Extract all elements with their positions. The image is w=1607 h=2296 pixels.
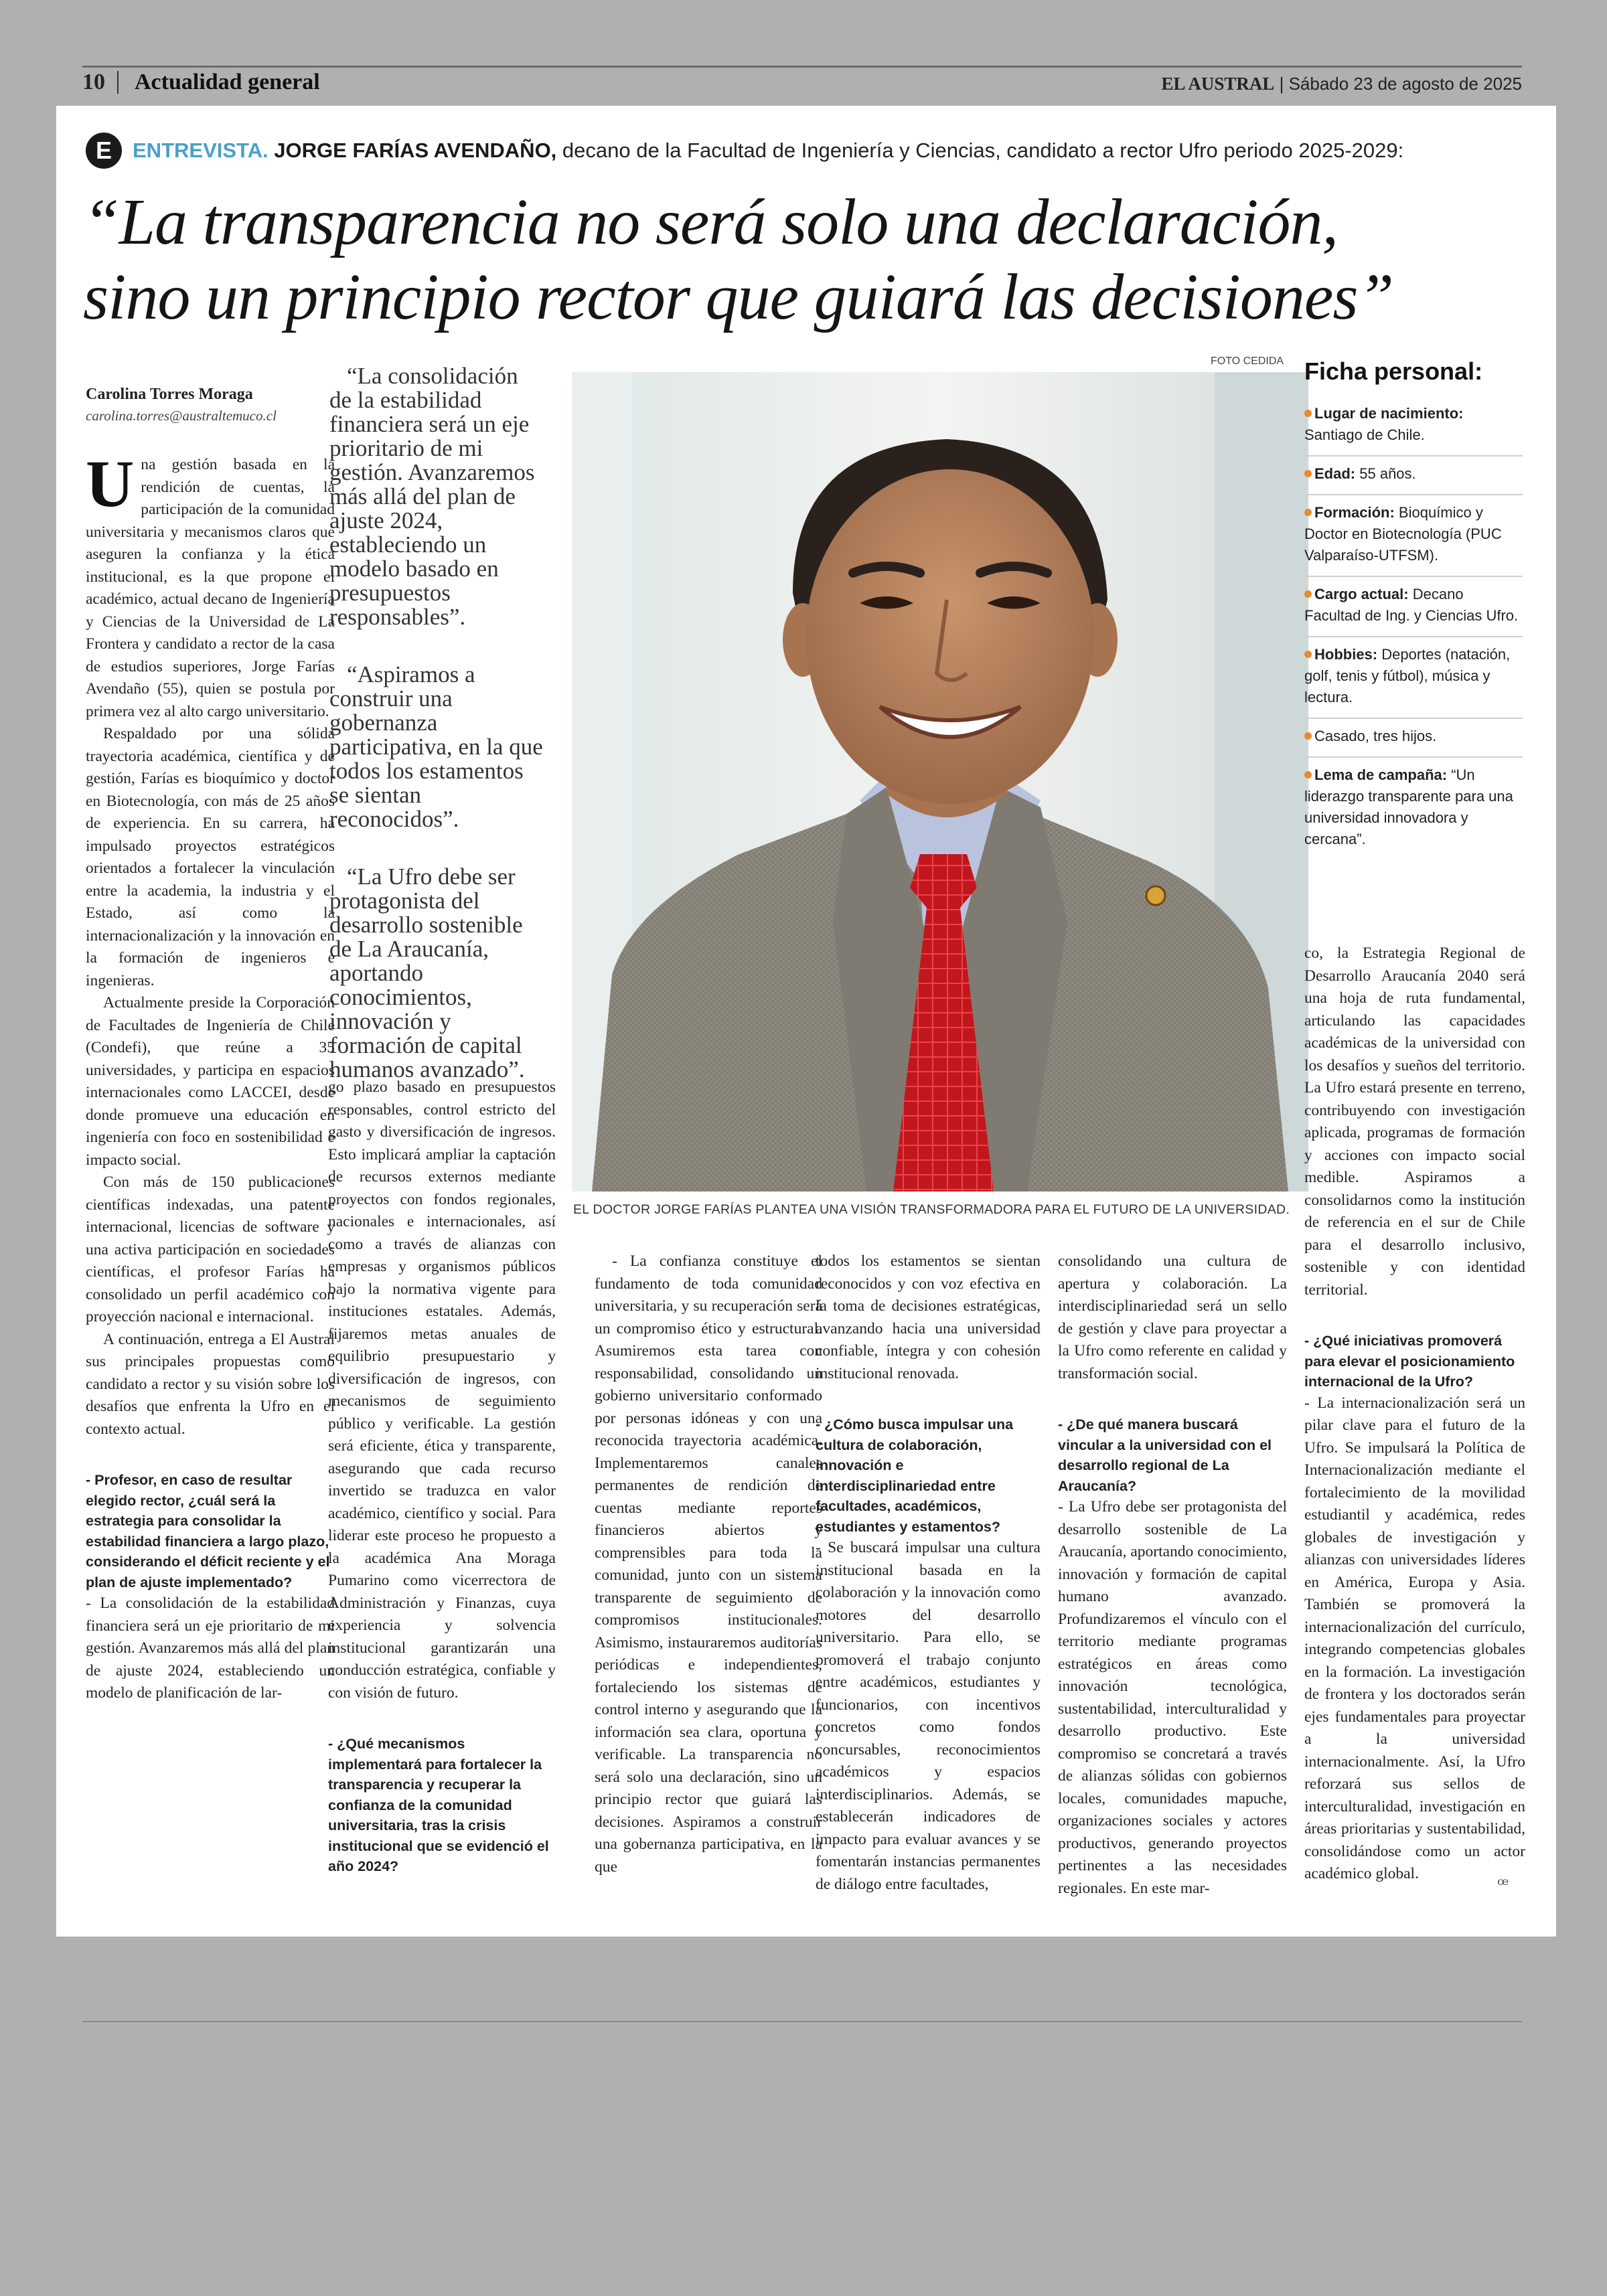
header-divider [117,71,119,94]
headline-line-2: sino un principio rector que guiará las decisiones” [83,261,1393,333]
bullet-icon [1304,732,1312,740]
issue-date: Sábado 23 de agosto de 2025 [1288,74,1522,94]
interview-answer: todos los estamentos se sientan reconocidos y con voz efectiva en la toma de decisiones estratégicas, avanzando hacia una universidad confiable, íntegra y con cohesión institucional renovada. [816,1252,1041,1382]
bullet-icon [1304,470,1312,477]
interview-question: - ¿Qué iniciativas promoverá para elevar el posicionamiento internacional de la Ufro? [1304,1333,1515,1390]
pull-quote: “Aspiramos a construir una gobernanza participativa, en la que todos los estamentos se sientan reconocidos”. [329,661,543,832]
interview-answer: - La Ufro debe ser protagonista del desarrollo sostenible de La Araucanía, aportando conocimiento, innovación y formación de capital humano avanzado. Profundizaremos el vínculo con el territorio mediante programas estratégicos en áreas como innovación tecnológica, sustentabilidad, interculturalidad y desarrollo productivo. Este compromiso se concretará a través de alianzas sólidas con gobiernos locales, comunidades mapuche, organizaciones sociales y actores productivos, generando proyectos pertinentes a las necesidades regionales. En este mar- [1058,1498,1287,1897]
pull-quote: “La Ufro debe ser protagonista del desarrollo sostenible de La Araucanía, aportando conocimientos, innovación y formación de capital humanos avanzado”. [329,864,525,1082]
profile-item: Lugar de nacimiento: Santiago de Chile. [1304,396,1523,457]
interview-answer: - La confianza constituye el fundamento de toda comunidad universitaria, y su recuperación será un compromiso ético y estructural. Asumiremos esta tarea con responsabilidad, consolidando un gobierno universitario conformado por personas idóneas y con una reconocida trayectoria académica. Implementaremos canales permanentes de rendición de cuentas mediante reportes financieros abiertos y comprensibles para toda la comunidad, junto con un sistema transparente de seguimiento de compromisos institucionales. Asimismo, instauraremos auditorías periódicas e independientes, fortaleciendo los sistemas de control interno y asegurando que la información sea clara, oportuna y verificable. La transparencia no será solo una declaración, sino un principio rector que guiará las decisiones. Aspiramos a construir una gobernanza participativa, en la que [595,1252,822,1876]
paragraph: Respaldado por una sólida trayectoria académica, científica y de gestión, Farías es bioquímico y doctor en Biotecnología, con más de 25 años de experiencia. En su carrera, ha impulsado proyectos estratégicos orientados a fortalecer la vinculación entre la academia, la industria y el Estado, así como la internacionalización y la innovación en la formación de ingenieros e ingenieras. [86,725,335,989]
interview-question: - Profesor, en caso de resultar elegido rector, ¿cuál será la estrategia para consolidar la estabilidad financiera a largo plazo, considerando el déficit reciente y el plan de ajuste implementado? [86,1472,330,1590]
interview-question: - ¿Cómo busca impulsar una cultura de colaboración, innovación e interdisciplinariedad entre facultades, académicos, estudiantes y estamentos? [816,1416,1014,1535]
profile-title: Ficha personal: [1304,357,1483,385]
page-header [82,70,1522,98]
profile-item: Hobbies: Deportes (natación, golf, tenis y fútbol), música y lectura. [1304,637,1523,719]
headline [83,185,1556,335]
paragraph: Con más de 150 publicaciones científicas indexadas, una patente internacional, licencias de software y una activa participación en sociedades científicas, el profesor Farías ha consolidado un perfil académico con proyección nacional e internacional. [86,1173,335,1325]
byline [86,386,277,424]
profile-item: Formación: Bioquímico y Doctor en Biotecnología (PUC Valparaíso-UTFSM). [1304,495,1523,577]
profile-item: Casado, tres hijos. [1304,719,1523,758]
paragraph: A continuación, entrega a El Austral sus principales propuestas como candidato a rector y su visión sobre los desafíos que enfrenta la Ufro en el contexto actual. [86,1330,335,1438]
interview-answer: consolidando una cultura de apertura y colaboración. La interdisciplinariedad será un sello de gestión y clave para proyectar a la Ufro como referente en calidad y transformación social. [1058,1252,1287,1382]
photo-credit: FOTO CEDIDA [1211,355,1284,367]
personal-profile-box [1304,357,1523,859]
pull-quotes [329,364,544,1115]
body-column-1 [86,446,335,1705]
kicker-description: decano de la Facultad de Ingeniería y Ciencias, candidato a rector Ufro periodo 2025-2029: [562,139,1404,162]
bullet-icon [1304,509,1312,516]
bullet-icon [1304,590,1312,598]
paragraph: Actualmente preside la Corporación de Facultades de Ingeniería de Chile (Condefi), que reúne a 35 universidades, y participa en espacios internacionales como LACCEI, desde donde promueve una educación en ingeniería con foco en sostenibilidad e impacto social. [86,994,335,1169]
author-email: carolina.torres@australtemuco.cl [86,408,277,424]
drop-cap: U [86,446,135,521]
bullet-icon [1304,771,1312,778]
interview-answer: - La consolidación de la estabilidad financiera será un eje prioritario de mi gestión. Avanzaremos más allá del plan de ajuste 2024, estableciendo un modelo de planificación de lar- [86,1594,335,1702]
profile-item: Edad: 55 años. [1304,457,1523,495]
author-name: Carolina Torres Moraga [86,386,253,403]
bullet-icon [1304,410,1312,417]
end-of-article-icon: ꟹ [1497,1875,1509,1896]
profile-item: Cargo actual: Decano Facultad de Ing. y Ciencias Ufro. [1304,577,1523,637]
kicker-tag: ENTREVISTA. [133,139,269,162]
newspaper-name: EL AUSTRAL [1161,74,1275,94]
photo-caption: EL DOCTOR JORGE FARÍAS PLANTEA UNA VISIÓN TRANSFORMADORA PARA EL FUTURO DE LA UNIVERSIDAD. [573,1202,1290,1217]
pull-quote: “La consolidación de la estabilidad financiera será un eje prioritario de mi gestión. Avanzaremos más allá del plan de ajuste 2024, estableciendo un modelo basado en presupuestos responsables”. [329,363,535,630]
headline-line-1: “La transparencia no será solo una declaración, [83,186,1338,258]
bullet-icon [1304,651,1312,658]
body-column-5 [1058,1250,1287,1900]
masthead-date: EL AUSTRAL | Sábado 23 de agosto de 2025 [1161,74,1522,94]
top-rule [82,66,1522,68]
interview-answer: go plazo basado en presupuestos responsables, control estricto del gasto y diversificación de ingresos. Esto implicará ampliar la captación de recursos externos mediante proyectos con fondos regionales, nacionales e internacionales, así como a través de alianzas con empresas y organismos públicos bajo la normativa vigente para instituciones estatales. Además, fijaremos metas anuales de equilibrio presupuestario y diversificación de ingresos, con mecanismos de seguimiento público y verificable. La gestión será eficiente, ética y transparente, asegurando que cada recurso invertido se traduzca en valor académico, científico y social. Para liderar este proceso he propuesto a la académica Ana Moraga Pumarino como vicerrectora de Administración y Finanzas, cuya experiencia y solvencia institucional garantizarán una conducción estratégica, confiable y con visión de futuro. [328,1078,556,1702]
profile-item: Lema de campaña: “Un liderazgo transparente para una universidad innovadora y cercana”. [1304,766,1513,847]
paragraph: na gestión basada en la rendición de cuentas, la participación de la comunidad universitaria y mecanismos claros que aseguren la confianza y la ética institucional, es la que propone el académico, actual decano de Ingeniería y Ciencias de la Universidad de La Frontera y candidato a rector de la casa de estudios superiores, Jorge Farías Avendaño (55), quien se postula por primera vez al alto cargo universitario. [86,456,335,720]
interview-question: - ¿De qué manera buscará vincular a la universidad con el desarrollo regional de La Araucanía? [1058,1416,1272,1494]
bottom-rule [82,2021,1522,2022]
body-column-3 [595,1250,822,1878]
kicker [86,133,1545,173]
portrait-photo [572,372,1308,1192]
page-number: 10 [82,70,105,94]
section-badge: E [86,133,122,169]
body-column-6 [1304,942,1525,1886]
section-title: Actualidad general [135,70,320,94]
body-column-2 [328,1076,556,1877]
interview-question: - ¿Qué mecanismos implementará para fortalecer la transparencia y recuperar la confianza de la comunidad universitaria, tras la crisis institucional que se evidenció el año 2024? [328,1736,549,1874]
article-page [56,106,1556,1937]
interview-answer: - Se buscará impulsar una cultura institucional basada en la colaboración y la innovación como motores del desarrollo universitario. Para ello, se promoverá el trabajo conjunto entre académicos, estudiantes y funcionarios, con incentivos concretos como fondos concursables, reconocimientos académicos y espacios interdisciplinarios. Además, se establecerán indicadores de impacto para evaluar avances y se fomentarán instancias permanentes de diálogo entre facultades, [816,1539,1041,1893]
interview-answer: co, la Estrategia Regional de Desarrollo Araucanía 2040 será una hoja de ruta fundamental, articulando las capacidades académicas de la universidad con los desafíos y sueños del territorio. La Ufro estará presente en terreno, contribuyendo con investigación aplicada, programas de formación y acciones con impacto social medible. Aspiramos a consolidarnos como la institución de referencia en el sur de Chile para el desarrollo inclusivo, sostenible y con identidad territorial. [1304,945,1525,1299]
kicker-name: JORGE FARÍAS AVENDAÑO, [274,139,557,162]
body-column-4 [816,1250,1041,1896]
interview-answer: - La internacionalización será un pilar clave para el futuro de la Ufro. Se impulsará la Política de Internacionalización mediante el fortalecimiento de la movilidad estudiantil y académica, redes globales de investigación y alianzas con universidades líderes en América, Europa y Asia. También se promoverá la internacionalización del currículo, integrando competencias globales en la formación. La investigación de frontera y los doctorados serán ejes fundamentales para proyectar a la universidad internacionalmente. Así, la Ufro reforzará sus sellos de interculturalidad, investigación en áreas prioritarias y sustentabilidad, consolidándose como un actor académico global. [1304,1394,1525,1882]
